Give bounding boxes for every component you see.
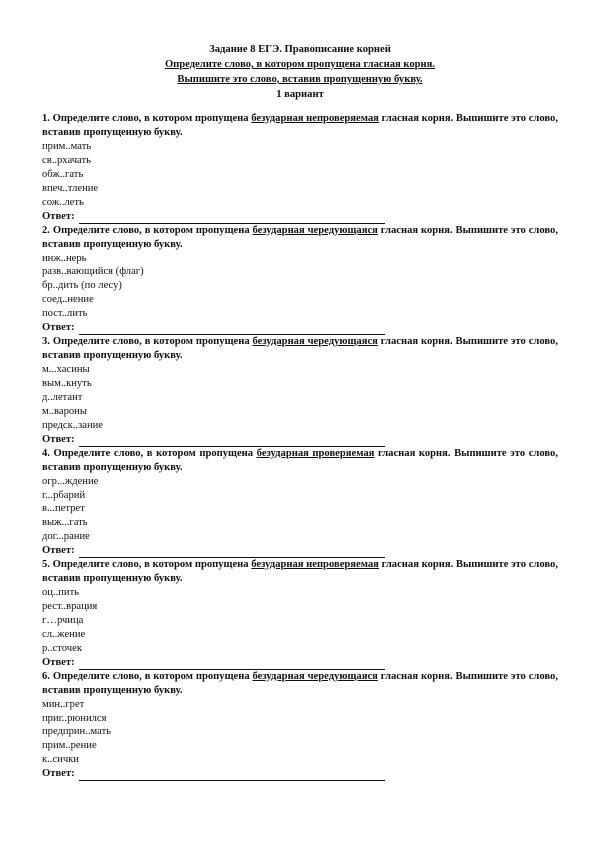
task-question-pre: Определите слово, в котором пропущена [52, 224, 253, 236]
task-question [42, 112, 558, 140]
task-1 [42, 112, 558, 224]
answer-label: Ответ: [42, 433, 75, 445]
task-question [42, 670, 558, 698]
task-3 [42, 335, 558, 447]
task-question-pre: Определите слово, в котором пропущена [52, 670, 253, 682]
word-item: в...петрет [42, 503, 85, 515]
word-item: м..вароны [42, 405, 87, 417]
task-question-type: безударная чередующаяся [252, 336, 378, 348]
worksheet-instruction-2: Выпишите это слово, вставив пропущенную букву. [177, 74, 423, 85]
word-item: г...рбарий [42, 489, 86, 501]
task-question-num: 5. [42, 559, 50, 571]
answer-line[interactable] [79, 659, 385, 670]
task-question-type: безударная непроверяемая [251, 559, 379, 571]
variant-label: 1 вариант [276, 89, 324, 100]
task-question-post: гласная корня. Выпишите это слово, вставив пропущенную букву. [42, 113, 558, 138]
word-item: сож..леть [42, 196, 84, 208]
word-list [42, 586, 558, 656]
word-item: обж..гать [42, 168, 84, 180]
word-item: инж..нерь [42, 252, 87, 264]
task-question-pre: Определите слово, в котором пропущена [52, 559, 252, 571]
task-question-pre: Определите слово, в котором пропущена [52, 336, 253, 348]
task-question-num: 3. [42, 336, 50, 348]
word-item: к..сички [42, 754, 79, 766]
word-item: пост..лить [42, 308, 88, 320]
task-question [42, 447, 558, 475]
task-question [42, 335, 558, 363]
word-item: м...хасины [42, 364, 90, 376]
word-item: выж...гать [42, 517, 88, 529]
word-item: соед..нение [42, 294, 94, 306]
word-list [42, 140, 558, 210]
worksheet-header [42, 42, 558, 102]
answer-label: Ответ: [42, 768, 75, 780]
word-item: д..летант [42, 391, 83, 403]
task-question-type: безударная непроверяемая [251, 113, 379, 124]
answer-line[interactable] [79, 547, 385, 558]
word-item: огр...ждение [42, 475, 99, 487]
task-question-post: гласная корня. Выпишите это слово, вставив пропущенную букву. [42, 670, 558, 696]
word-item: мин..грет [42, 698, 85, 710]
answer-line[interactable] [79, 213, 385, 224]
word-item: разв..вающийся (флаг) [42, 266, 144, 278]
task-question-type: безударная чередующаяся [252, 670, 378, 682]
answer-line[interactable] [79, 436, 385, 447]
task-question [42, 558, 558, 586]
task-question-pre: Определите слово, в котором пропущена [52, 113, 252, 124]
answer-row [42, 544, 558, 558]
task-5 [42, 558, 558, 670]
word-item: вым..кнуть [42, 377, 92, 389]
task-question-num: 4. [42, 447, 50, 459]
worksheet-instruction-1: Определите слово, в котором пропущена гласная корня. [164, 59, 436, 70]
word-item: г…рчица [42, 614, 84, 626]
task-question-num: 2. [42, 224, 50, 236]
word-item: предск..зание [42, 419, 103, 431]
word-item: дог...рание [42, 531, 90, 543]
task-question-pre: Определите слово, в котором пропущена [53, 447, 257, 459]
worksheet-title: Задание 8 ЕГЭ. Правописание корней [209, 44, 391, 55]
task-question-type: безударная проверяемая [256, 447, 375, 459]
word-item: прим..рение [42, 740, 97, 752]
task-question [42, 224, 558, 252]
answer-label: Ответ: [42, 210, 75, 222]
word-list [42, 475, 558, 545]
word-list [42, 363, 558, 433]
answer-row [42, 767, 558, 781]
word-item: впеч..тление [42, 182, 99, 194]
word-item: предприн..мать [42, 726, 112, 738]
task-question-post: гласная корня. Выпишите это слово, вставив пропущенную букву. [42, 447, 558, 473]
answer-row [42, 656, 558, 670]
answer-line[interactable] [79, 770, 385, 781]
task-4 [42, 447, 558, 559]
word-item: св..рхачать [42, 154, 91, 166]
word-item: р..сточек [42, 642, 82, 654]
task-6 [42, 670, 558, 782]
task-question-post: гласная корня. Выпишите это слово, вставив пропущенную букву. [42, 336, 558, 362]
answer-line[interactable] [79, 324, 385, 335]
answer-label: Ответ: [42, 545, 75, 557]
word-item: оц..пить [42, 587, 80, 599]
word-item: приг..рюнился [42, 712, 107, 724]
task-question-num: 6. [42, 670, 50, 682]
answer-label: Ответ: [42, 322, 75, 334]
word-list [42, 698, 558, 768]
task-question-post: гласная корня. Выпишите это слово, вставив пропущенную букву. [42, 559, 558, 585]
task-list [42, 112, 558, 781]
answer-label: Ответ: [42, 656, 75, 668]
answer-row [42, 321, 558, 335]
answer-row [42, 433, 558, 447]
task-2 [42, 224, 558, 336]
answer-row [42, 210, 558, 224]
word-item: бр..дить (по лесу) [42, 280, 122, 292]
task-question-type: безударная чередующаяся [252, 224, 378, 236]
task-question-post: гласная корня. Выпишите это слово, вставив пропущенную букву. [42, 224, 558, 250]
word-item: прим..мать [42, 141, 92, 152]
word-item: сл..жение [42, 628, 86, 640]
word-list [42, 252, 558, 322]
word-item: рест..врация [42, 601, 98, 613]
task-question-num: 1. [42, 113, 50, 124]
